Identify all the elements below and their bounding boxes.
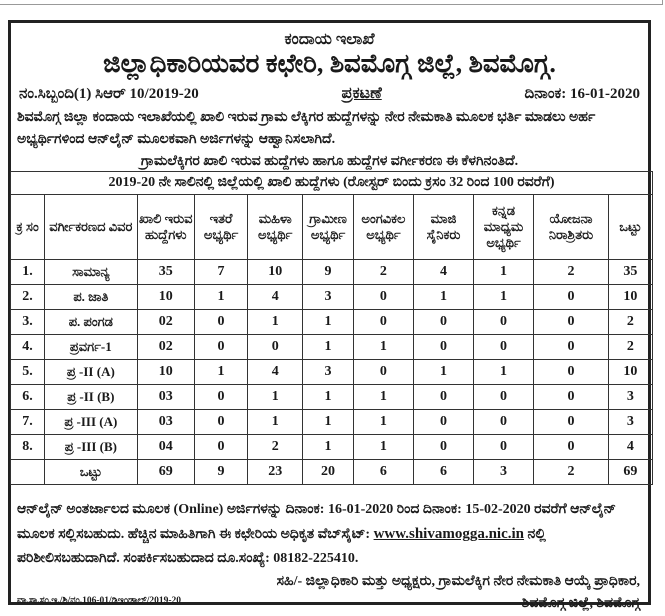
- table-cell: 2: [608, 335, 652, 360]
- table-cell: 0: [353, 285, 413, 310]
- column-header: ಕನ್ನಡ ಮಾಧ್ಯಮ ಅಭ್ಯರ್ಥಿ: [473, 195, 533, 260]
- table-cell: 1: [248, 410, 303, 435]
- table-caption: 2019-20 ನೇ ಸಾಲಿನಲ್ಲಿ ಜಿಲ್ಲೆಯಲ್ಲಿ ಖಾಲಿ ಹುದ್ದೆಗಳು (ರೋಸ್ಟರ್ ಬಿಂದು ಕ್ರಸಂ 32 ರಿಂದ 100 ರವರೆಗೆ): [11, 172, 653, 195]
- footer-paragraph: [17, 498, 642, 571]
- table-cell: ಒಟ್ಟು: [45, 460, 137, 485]
- intro-paragraph: [17, 107, 642, 173]
- table-row: [11, 285, 653, 310]
- table-cell: 0: [194, 335, 247, 360]
- office-title: ಜಿಲ್ಲಾಧಿಕಾರಿಯವರ ಕಛೇರಿ, ಶಿವಮೊಗ್ಗ ಜಿಲ್ಲೆ, ಶಿವಮೊಗ್ಗ.: [103, 49, 556, 78]
- table-cell: 3: [608, 410, 652, 435]
- table-cell: 8.: [11, 435, 45, 460]
- table-cell: 0: [534, 385, 609, 410]
- table-cell: ಪ. ಪಂಗಡ: [45, 310, 137, 335]
- table-cell: ಪ್ರ -III (A): [45, 410, 137, 435]
- table-cell: 1: [353, 385, 413, 410]
- table-cell: 2: [608, 310, 652, 335]
- signature-block: [277, 571, 640, 615]
- table-total-row: [11, 460, 653, 485]
- table-cell: 1: [248, 385, 303, 410]
- table-cell: 7: [194, 260, 247, 285]
- notice-frame: [8, 20, 651, 611]
- table-row: [11, 260, 653, 285]
- table-cell: 0: [353, 310, 413, 335]
- table-cell: 23: [248, 460, 303, 485]
- table-cell: 0: [534, 285, 609, 310]
- table-cell: 69: [137, 460, 194, 485]
- column-header: ವರ್ಗೀಕರಣದ ವಿವರ: [45, 195, 137, 260]
- table-cell: 10: [608, 360, 652, 385]
- table-cell: 6.: [11, 385, 45, 410]
- table-cell: 0: [194, 310, 247, 335]
- table-cell: 1.: [11, 260, 45, 285]
- footer-text2: ನಲ್ಲಿ ಪರಿಶೀಲಿಸಬಹುದಾಗಿದೆ. ಸಂಪರ್ಕಿಸಬಹುದಾದ ದೂ.ಸಂಖ್ಯೆ: 08182-225410.: [17, 527, 546, 566]
- column-header: ಒಟ್ಟು: [608, 195, 652, 260]
- column-header: ಕ್ರ ಸಂ: [11, 195, 45, 260]
- notice-date: ದಿನಾಂಕ: 16-01-2020: [524, 86, 640, 102]
- table-cell: 1: [353, 435, 413, 460]
- table-cell: 10: [608, 285, 652, 310]
- table-cell: 2: [353, 260, 413, 285]
- table-cell: 4: [248, 285, 303, 310]
- table-cell: 10: [248, 260, 303, 285]
- table-cell: 1: [303, 410, 353, 435]
- table-cell: ಸಾಮಾನ್ಯ: [45, 260, 137, 285]
- table-cell: 1: [414, 285, 474, 310]
- table-cell: 2: [248, 435, 303, 460]
- table-cell: 1: [303, 435, 353, 460]
- table-cell: 0: [534, 410, 609, 435]
- table-cell: 0: [534, 360, 609, 385]
- notice-meta: [19, 85, 640, 103]
- table-cell: 1: [353, 410, 413, 435]
- column-header: ಅಂಗವಿಕಲ ಅಭ್ಯರ್ಥಿ: [353, 195, 413, 260]
- table-cell: 6: [353, 460, 413, 485]
- table-cell: 02: [137, 310, 194, 335]
- table-cell: 1: [473, 360, 533, 385]
- intro-text: ಶಿವಮೊಗ್ಗ ಜಿಲ್ಲಾ ಕಂದಾಯ ಇಲಾಖೆಯಲ್ಲಿ ಖಾಲಿ ಇರುವ ಗ್ರಾಮ ಲೆಕ್ಕಿಗರ ಹುದ್ದೆಗಳನ್ನು ನೇರ ನೇಮಕಾತಿ ಮೂಲಕ ಭರ್ತಿ ಮಾಡಲು ಅರ್ಹ ಅಭ್ಯರ್ಥಿಗಳಿಂದ ಆನ್‌ಲೈನ್ ಮೂಲಕವಾಗಿ ಅರ್ಜಿಗಳನ್ನು ಆಹ್ವಾನಿಸಲಾಗಿದೆ.: [17, 110, 596, 147]
- table-cell: ಪ್ರ -II (A): [45, 360, 137, 385]
- table-cell: 0: [194, 410, 247, 435]
- table-cell: ಪ್ರ -III (B): [45, 435, 137, 460]
- table-cell: 03: [137, 385, 194, 410]
- table-cell: 0: [473, 410, 533, 435]
- table-cell: 0: [534, 310, 609, 335]
- table-cell: 9: [303, 260, 353, 285]
- table-cell: 1: [473, 260, 533, 285]
- table-cell: 0: [414, 335, 474, 360]
- column-header: ಯೋಜನಾ ನಿರಾಶ್ರಿತರು: [534, 195, 609, 260]
- table-cell: ಪ್ರ -II (B): [45, 385, 137, 410]
- signature-line1: ಸಹಿ/- ಜಿಲ್ಲಾಧಿಕಾರಿ ಮತ್ತು ಅಧ್ಯಕ್ಷರು, ಗ್ರಾಮಲೆಕ್ಕಿಗ ನೇರ ನೇಮಕಾತಿ ಆಯ್ಕೆ ಪ್ರಾಧಿಕಾರ,: [276, 574, 640, 589]
- table-cell: 0: [414, 310, 474, 335]
- table-cell: 1: [303, 385, 353, 410]
- table-cell: 04: [137, 435, 194, 460]
- table-cell: 20: [303, 460, 353, 485]
- top-border: [0, 0, 663, 5]
- table-cell: 0: [534, 435, 609, 460]
- table-cell: [11, 460, 45, 485]
- table-cell: 1: [473, 285, 533, 310]
- table-cell: 1: [303, 310, 353, 335]
- signature-line2: ಶಿವಮೊಗ್ಗ ಜಿಲ್ಲೆ, ಶಿವಮೊಗ್ಗ: [521, 596, 640, 611]
- table-cell: 4.: [11, 335, 45, 360]
- table-cell: 0: [473, 435, 533, 460]
- table-cell: 0: [414, 385, 474, 410]
- column-header: ಇತರೆ ಅಭ್ಯರ್ಥಿ: [194, 195, 247, 260]
- table-cell: 10: [137, 360, 194, 385]
- table-cell: 0: [473, 385, 533, 410]
- table-cell: 1: [353, 335, 413, 360]
- table-cell: 7.: [11, 410, 45, 435]
- table-row: [11, 385, 653, 410]
- table-cell: 1: [194, 285, 247, 310]
- table-cell: 0: [353, 360, 413, 385]
- intro-line2: ಗ್ರಾಮಲೆಕ್ಕಿಗರ ಖಾಲಿ ಇರುವ ಹುದ್ದೆಗಳು ಹಾಗೂ ಹುದ್ದೆಗಳ ವರ್ಗೀಕರಣ ಈ ಕೆಳಗಿನಂತಿದೆ.: [140, 154, 519, 169]
- table-cell: 0: [194, 435, 247, 460]
- table-cell: 5.: [11, 360, 45, 385]
- table-cell: 6: [414, 460, 474, 485]
- table-row: [11, 335, 653, 360]
- vacancy-table: [10, 171, 653, 485]
- table-cell: 2: [534, 260, 609, 285]
- table-cell: 10: [137, 285, 194, 310]
- table-cell: 2: [534, 460, 609, 485]
- table-cell: 0: [414, 410, 474, 435]
- column-header: ಮಹಿಳಾ ಅಭ್ಯರ್ಥಿ: [248, 195, 303, 260]
- table-cell: 69: [608, 460, 652, 485]
- table-row: [11, 360, 653, 385]
- reference-number: ನಂ.ಸಿಬ್ಬಂದಿ(1) ಸಿಆರ್ 10/2019-20: [19, 86, 199, 102]
- table-cell: 3: [303, 360, 353, 385]
- table-cell: 35: [608, 260, 652, 285]
- column-header: ಗ್ರಾಮೀಣ ಅಭ್ಯರ್ಥಿ: [303, 195, 353, 260]
- table-cell: 1: [194, 360, 247, 385]
- table-row: [11, 410, 653, 435]
- table-cell: 0: [248, 335, 303, 360]
- table-cell: 1: [414, 360, 474, 385]
- website-link[interactable]: www.shivamogga.nic.in: [373, 526, 525, 542]
- notice-title: ಪ್ರಕಟಣೆ: [341, 85, 382, 102]
- table-row: [11, 310, 653, 335]
- table-cell: 0: [194, 385, 247, 410]
- table-cell: 1: [248, 310, 303, 335]
- table-cell: 2.: [11, 285, 45, 310]
- column-header: ಖಾಲಿ ಇರುವ ಹುದ್ದೆಗಳು: [137, 195, 194, 260]
- table-cell: 3: [608, 385, 652, 410]
- column-header: ಮಾಜಿ ಸೈನಿಕರು: [414, 195, 474, 260]
- table-cell: 35: [137, 260, 194, 285]
- table-cell: 03: [137, 410, 194, 435]
- table-cell: ಪ. ಜಾತಿ: [45, 285, 137, 310]
- table-cell: 02: [137, 335, 194, 360]
- footer-text1: ಆನ್‌ಲೈನ್ ಅಂತರ್ಜಾಲದ ಮೂಲಕ (Online) ಅರ್ಜಿಗಳನ್ನು ದಿನಾಂಕ: 16-01-2020 ರಿಂದ ದಿನಾಂಕ: 15-02-2020 ರವರೆಗೆ ಆನ್‌ಲೈನ್ ಮೂಲಕ ಸಲ್ಲಿಸಬಹುದು. ಹೆಚ್ಚಿನ ಮಾಹಿತಿಗಾಗಿ ಈ ಕಛೇರಿಯ ಅಧಿಕೃತ ವೆಬ್‌ಸೈಟ್:: [17, 502, 617, 542]
- table-cell: 3: [303, 285, 353, 310]
- table-cell: 0: [414, 435, 474, 460]
- table-cell: 4: [414, 260, 474, 285]
- table-cell: 3: [473, 460, 533, 485]
- table-cell: ಪ್ರವರ್ಗ-1: [45, 335, 137, 360]
- table-cell: 3.: [11, 310, 45, 335]
- department-name: ಕಂದಾಯ ಇಲಾಖೆ: [284, 31, 375, 48]
- table-header-row: [11, 195, 653, 260]
- table-row: [11, 435, 653, 460]
- table-cell: 4: [608, 435, 652, 460]
- table-cell: 0: [473, 335, 533, 360]
- table-cell: 9: [194, 460, 247, 485]
- table-cell: 0: [534, 335, 609, 360]
- table-cell: 1: [303, 335, 353, 360]
- dipr-reference: ವಾ.ಸಾ.ಸಂ.ಇ./ಶಿ/ನಂ.106-01/ಡಿಇಂಡಾಲ್/2019-20: [17, 596, 181, 606]
- table-cell: 4: [248, 360, 303, 385]
- table-cell: 0: [473, 310, 533, 335]
